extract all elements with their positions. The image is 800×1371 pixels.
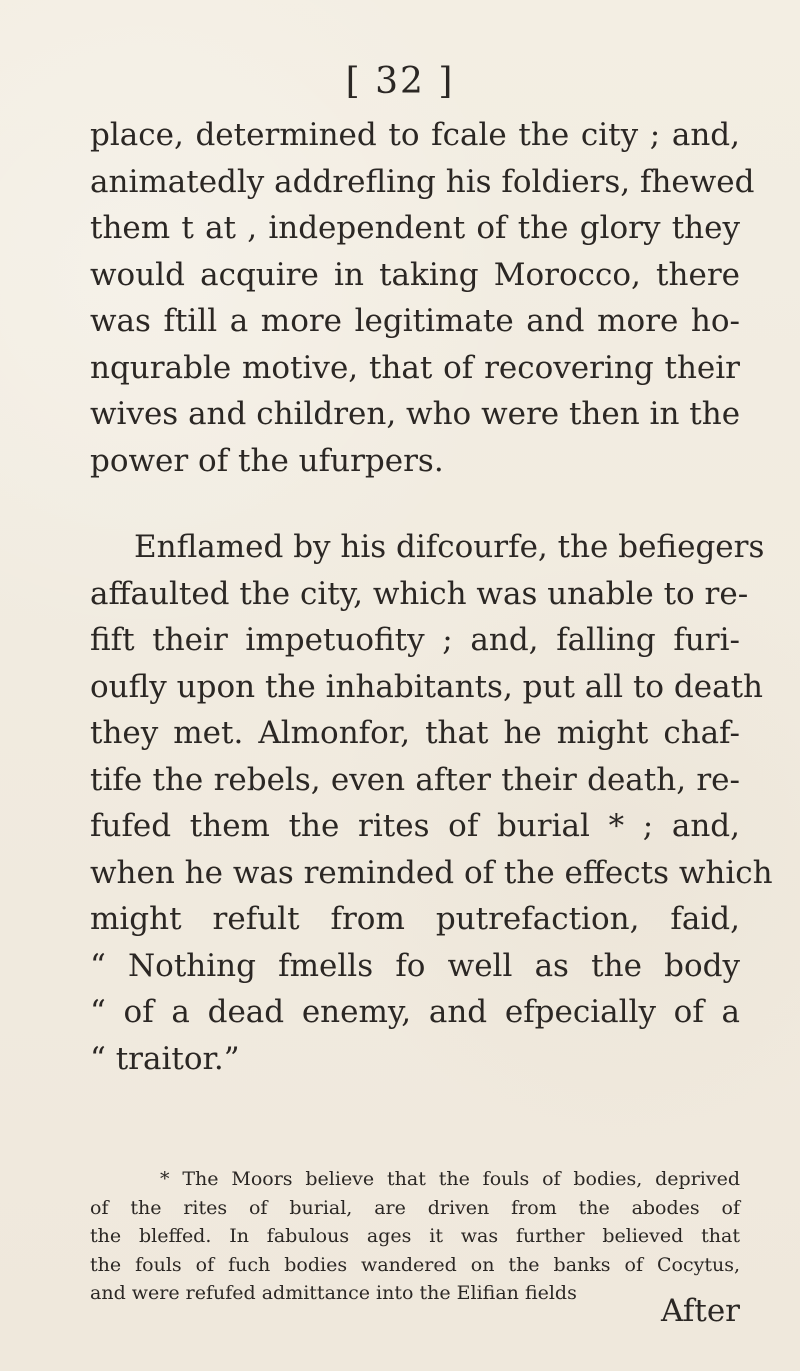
text-line: “ traitor.” xyxy=(90,1040,240,1077)
text-line: nqurable motive, that of recovering their xyxy=(90,349,740,386)
text-line: oufly upon the inhabitants, put all to death xyxy=(90,668,764,705)
text-line: power of the ufurpers. xyxy=(90,442,444,479)
text-line: affaulted the city, which was unable to re- xyxy=(90,575,749,612)
text-line: them t at , independent of the glory they xyxy=(90,210,740,246)
text-line: tife the rebels, even after their death, re- xyxy=(90,761,740,798)
paragraph-spacing xyxy=(90,484,740,524)
text-line: Enflamed by his difcourfe, the befiegers xyxy=(134,529,765,565)
footnote-line: of the rites of burial, are driven from the abodes of xyxy=(90,1196,740,1219)
text-line: place, determined to fcale the city ; and, xyxy=(90,117,740,153)
text-line: fift their impetuofity ; and, falling furi- xyxy=(90,622,740,658)
text-line: wives and children, who were then in the xyxy=(90,396,741,432)
footnote-line: and were refufed admittance into the Elifian fields xyxy=(90,1282,577,1304)
catchword: After xyxy=(661,1293,740,1329)
text-line: animatedly addrefling his foldiers, fhewed xyxy=(90,163,755,200)
paragraph-1 xyxy=(90,112,755,484)
paragraph-2 xyxy=(90,524,773,1082)
text-line: would acquire in taking Morocco, there xyxy=(90,256,740,293)
text-line: fufed them the rites of burial * ; and, xyxy=(90,808,740,844)
text-line: when he was reminded of the effects which xyxy=(90,854,773,891)
text-line: “ of a dead enemy, and efpecially of a xyxy=(90,994,740,1030)
text-line: was ftill a more legitimate and more ho- xyxy=(90,303,740,339)
footnote-line: * The Moors believe that the fouls of bodies, deprived xyxy=(160,1168,740,1190)
footnote xyxy=(90,1165,740,1308)
text-line: “ Nothing fmells fo well as the body xyxy=(90,947,740,984)
text-line: might refult from putrefaction, faid, xyxy=(90,901,740,937)
footnote-line: the bleffed. In fabulous ages it was further believed that xyxy=(90,1225,740,1247)
footnote-line: the fouls of fuch bodies wandered on the banks of Cocytus, xyxy=(90,1253,740,1276)
text-line: they met. Almonfor, that he might chaf- xyxy=(90,715,740,751)
page-number: [ 32 ] xyxy=(345,61,455,102)
main-text xyxy=(90,112,773,1082)
